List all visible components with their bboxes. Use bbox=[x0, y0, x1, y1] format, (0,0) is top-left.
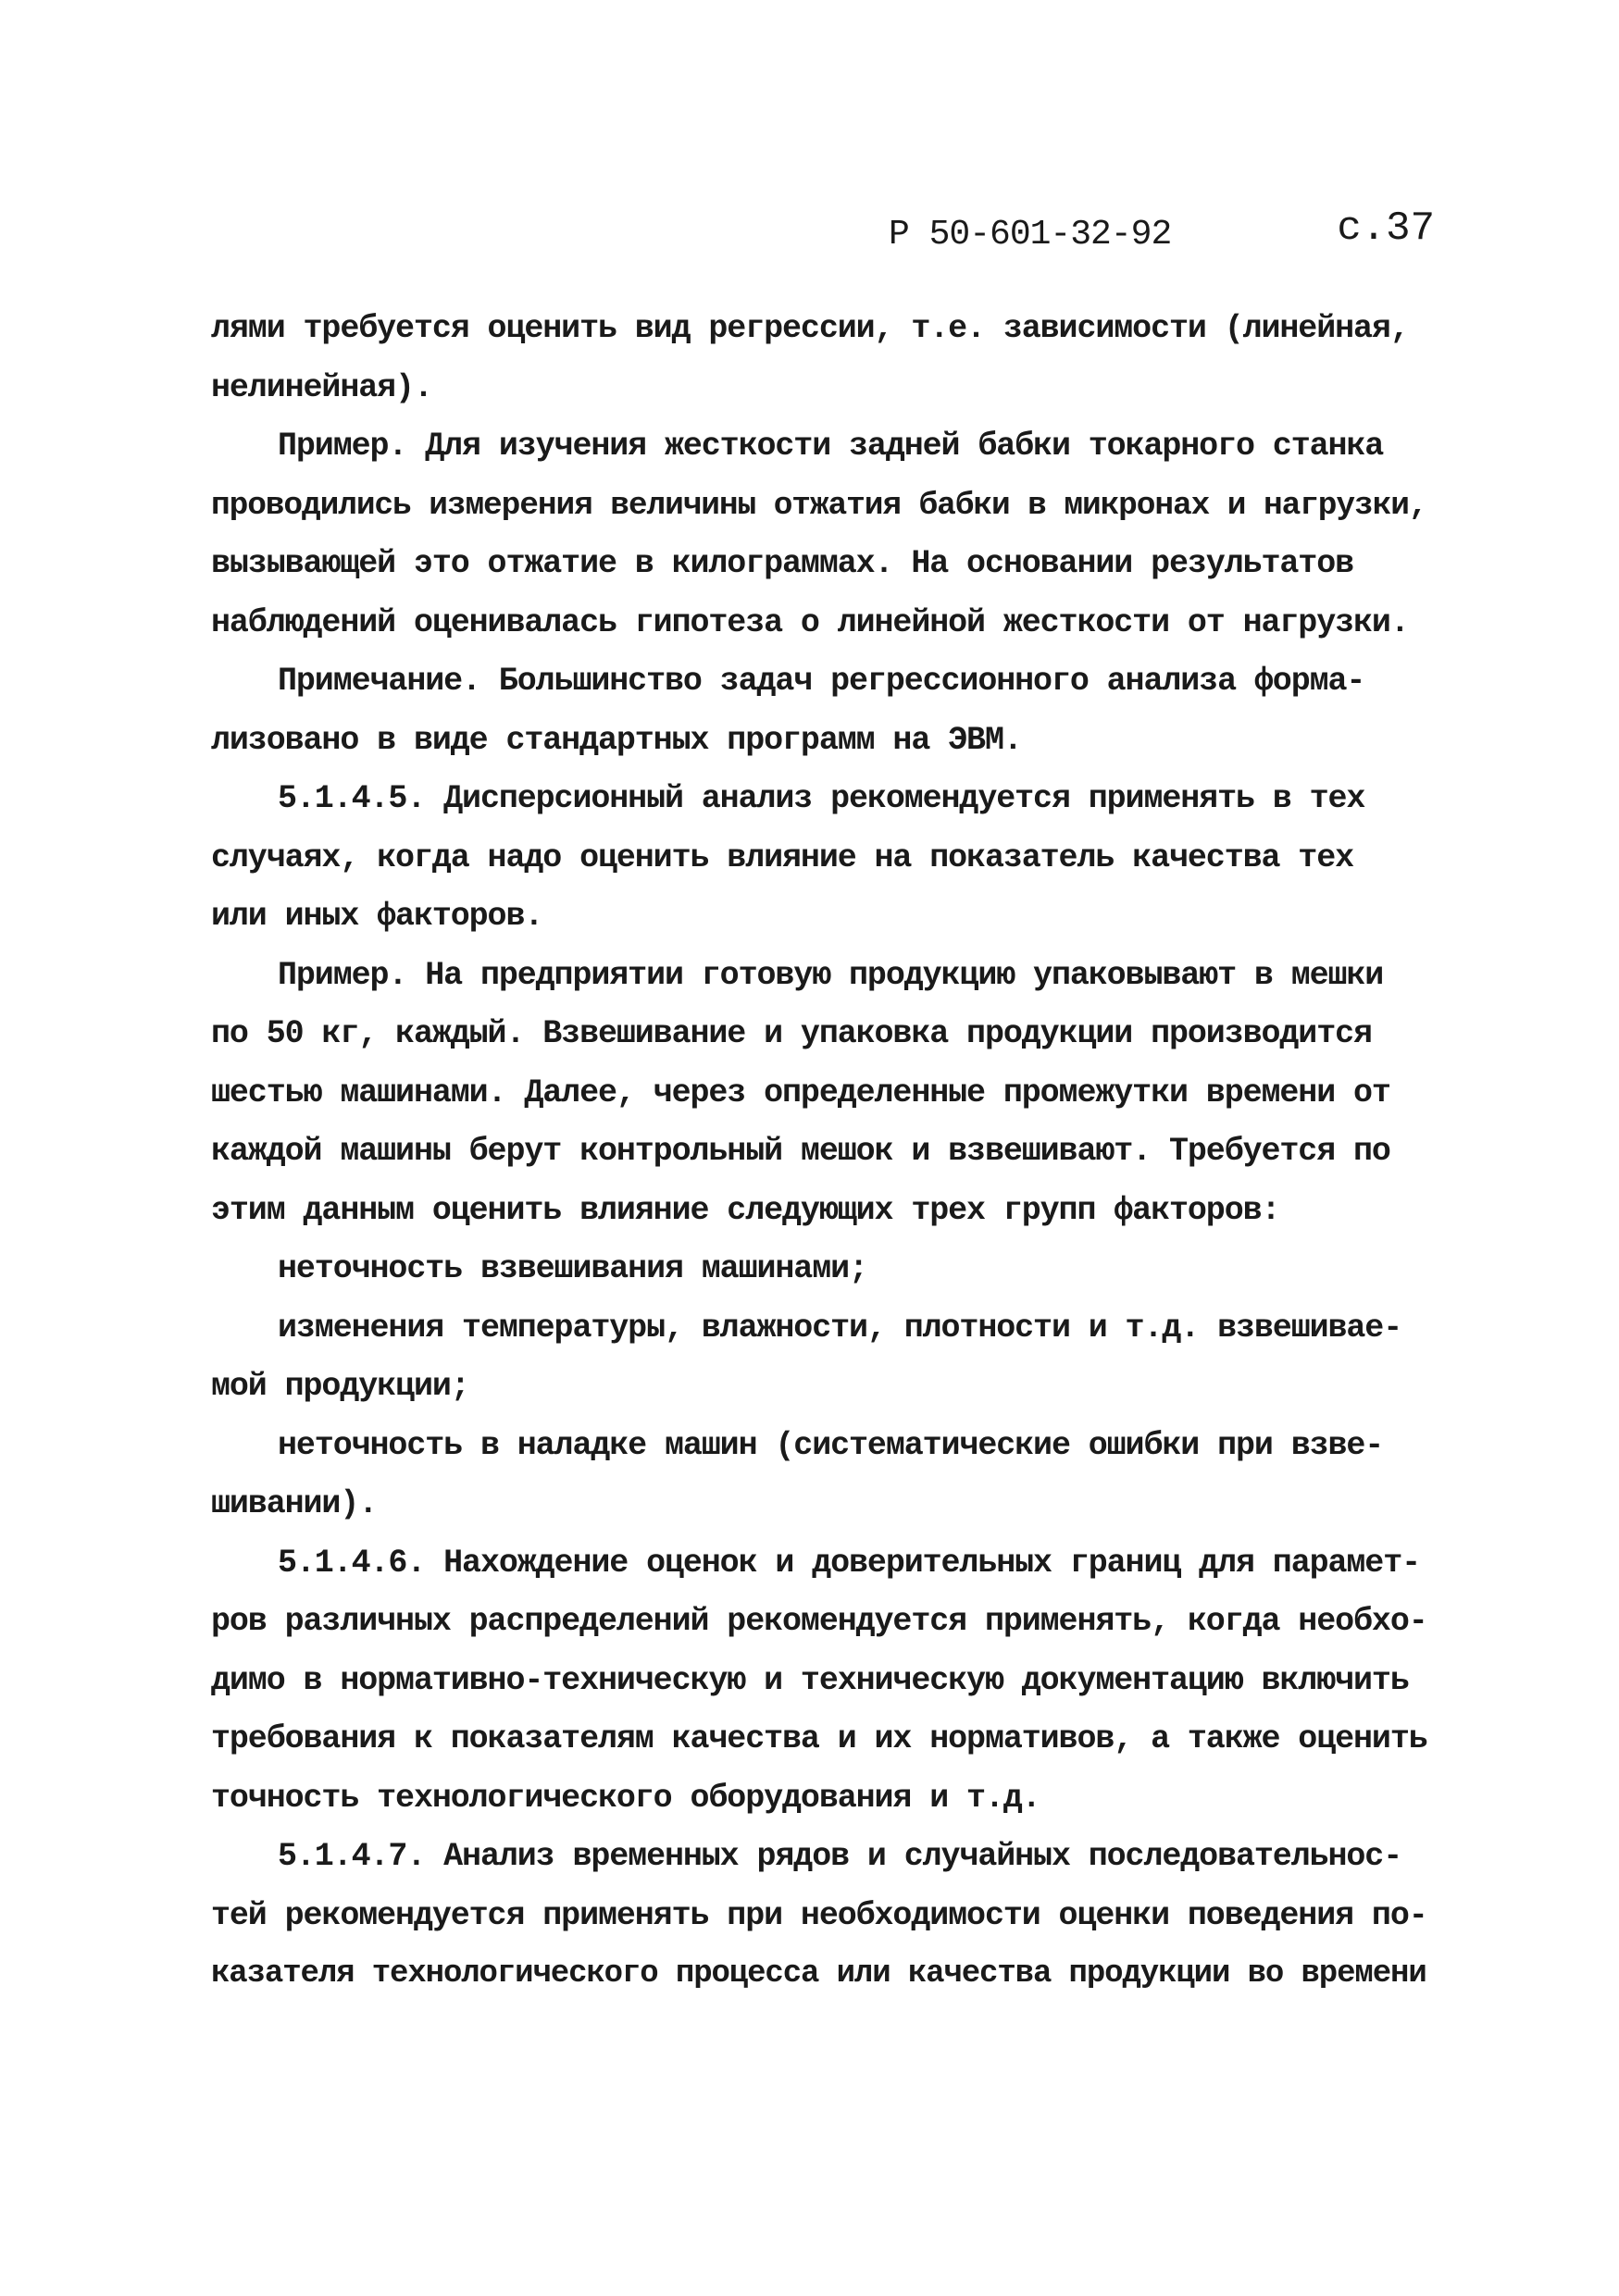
text-line: 5.1.4.5. Дисперсионный анализ рекомендуется применять в тех bbox=[278, 780, 1365, 817]
text-line: этим данным оценить влияние следующих трех групп факторов: bbox=[211, 1191, 1280, 1229]
text-line: случаях, когда надо оценить влияние на показатель качества тех bbox=[211, 838, 1354, 876]
page-number: с.37 bbox=[1337, 205, 1435, 252]
text-line: лями требуется оценить вид регрессии, т.е. зависимости (линейная, bbox=[211, 310, 1409, 347]
text-line: лизовано в виде стандартных программ на ЭВМ. bbox=[211, 721, 1022, 759]
text-line: требования к показателям качества и их нормативов, а также оценить bbox=[211, 1720, 1427, 1757]
text-line: шестью машинами. Далее, через определенные промежутки времени от bbox=[211, 1074, 1390, 1111]
text-line: тей рекомендуется применять при необходимости оценки поведения по- bbox=[211, 1896, 1427, 1934]
text-line: неточность взвешивания машинами; bbox=[278, 1250, 867, 1287]
text-line: вызывающей это отжатие в килограммах. На основании результатов bbox=[211, 545, 1354, 582]
text-line: Примечание. Большинство задач регрессионного анализа форма- bbox=[278, 663, 1365, 700]
text-line: 5.1.4.7. Анализ временных рядов и случайных последовательнос- bbox=[278, 1838, 1402, 1875]
text-line: ров различных распределений рекомендуется применять, когда необхо- bbox=[211, 1603, 1427, 1640]
text-line: казателя технологического процесса или качества продукции во времени bbox=[211, 1956, 1426, 1992]
text-line: наблюдений оценивалась гипотеза о линейной жесткости от нагрузки. bbox=[211, 603, 1409, 641]
text-line: Пример. На предприятии готовую продукцию упаковывают в мешки bbox=[278, 956, 1384, 994]
text-line: точность технологического оборудования и т.д. bbox=[211, 1779, 1040, 1817]
text-line: Пример. Для изучения жесткости задней бабки токарного станка bbox=[278, 428, 1384, 465]
text-line: 5.1.4.6. Нахождение оценок и доверительных границ для парамет- bbox=[278, 1544, 1421, 1582]
text-line: нелинейная). bbox=[211, 368, 432, 406]
text-line: изменения температуры, влажности, плотности и т.д. взвешивае- bbox=[278, 1309, 1402, 1347]
text-line: проводились измерения величины отжатия бабки в микронах и нагрузки, bbox=[211, 487, 1427, 524]
text-line: или иных факторов. bbox=[211, 898, 543, 935]
text-line: неточность в наладке машин (систематические ошибки при взве- bbox=[278, 1426, 1384, 1464]
document-code: Р 50-601-32-92 bbox=[889, 215, 1172, 254]
text-line: каждой машины берут контрольный мешок и взвешивают. Требуется по bbox=[211, 1133, 1390, 1170]
text-line: по 50 кг, каждый. Взвешивание и упаковка продукции производится bbox=[211, 1015, 1372, 1052]
text-line: мой продукции; bbox=[211, 1368, 469, 1405]
body-text bbox=[211, 300, 1433, 2004]
text-line: шивании). bbox=[211, 1485, 378, 1522]
text-line: димо в нормативно-техническую и техническую документацию включить bbox=[211, 1661, 1409, 1699]
page-header bbox=[889, 205, 1435, 261]
